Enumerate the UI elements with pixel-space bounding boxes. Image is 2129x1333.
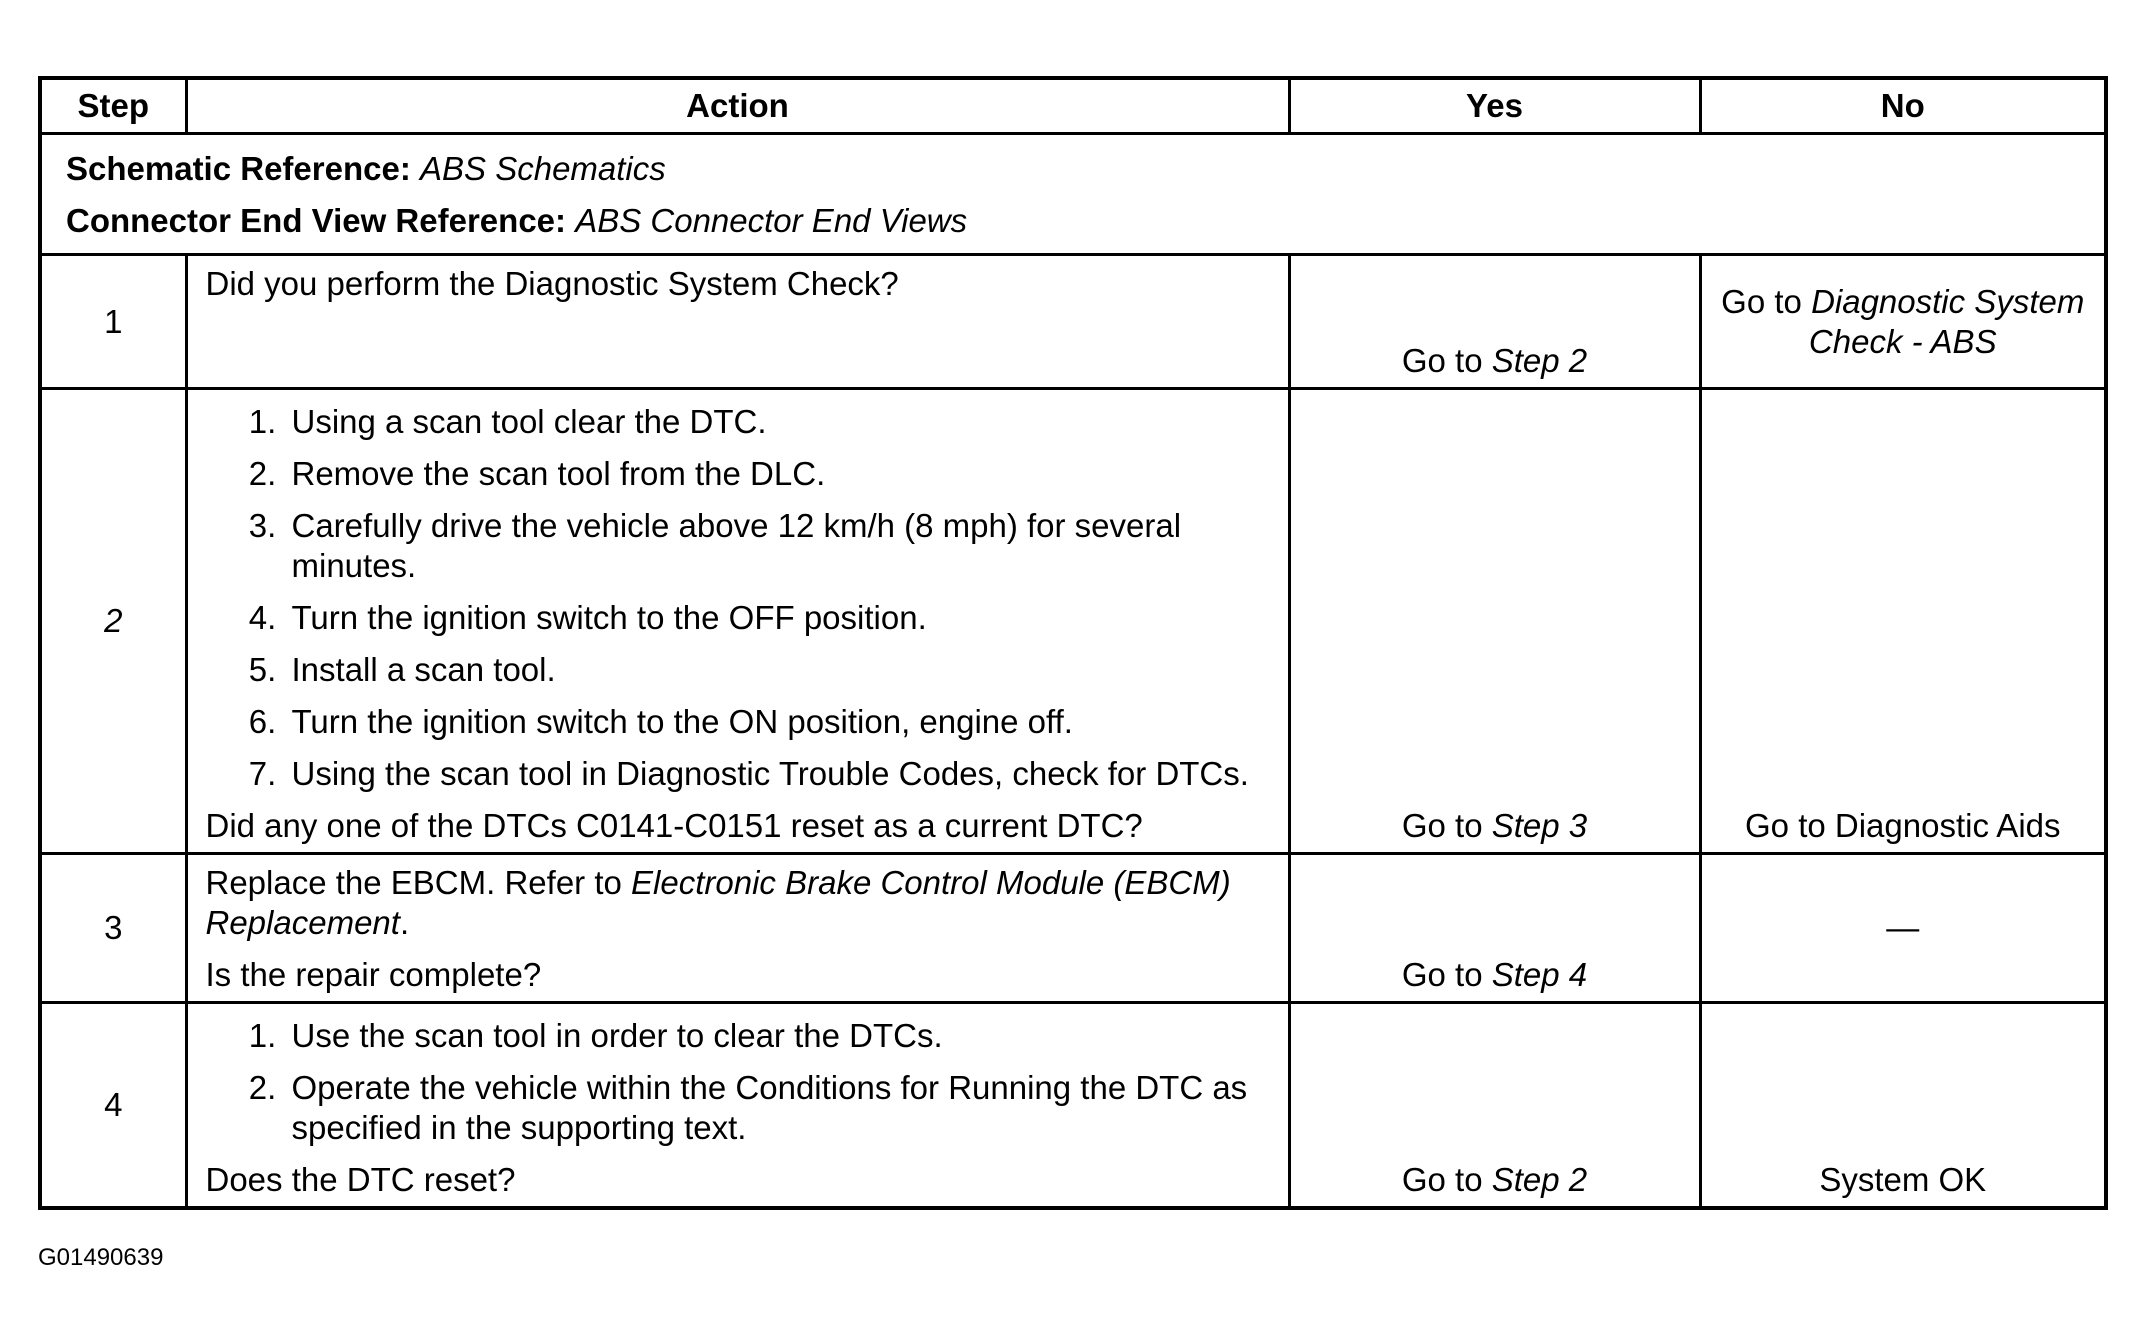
yes-prefix: Go to (1401, 956, 1483, 993)
yes-step-link[interactable]: Step 3 (1491, 807, 1588, 844)
action-step: 3. Carefully drive the vehicle above 12 km/h (8 mph) for several minutes. (286, 506, 1272, 586)
action-cell (186, 854, 1289, 1003)
no-text: System OK (1819, 1161, 1987, 1198)
no-cell (1700, 1003, 2106, 1209)
connector-reference-link[interactable]: ABS Connector End Views (575, 202, 968, 239)
schematic-reference (66, 143, 2080, 195)
yes-prefix: Go to (1401, 342, 1483, 379)
schematic-reference-label: Schematic Reference: (66, 150, 411, 187)
figure-id: G01490639 (38, 1244, 164, 1271)
table-row (40, 854, 2106, 1003)
action-step: 2. Operate the vehicle within the Conditions for Running the DTC as specified in the supporting text. (286, 1068, 1272, 1148)
reference-row (40, 134, 2106, 255)
no-diagnostic-link[interactable]: Diagnostic System Check - ABS (1808, 282, 2085, 360)
yes-cell (1289, 1003, 1700, 1209)
no-text[interactable]: Go to Diagnostic Aids (1745, 807, 2061, 844)
yes-cell (1289, 255, 1700, 389)
instruction-prefix: Replace the EBCM. Refer to (205, 864, 622, 901)
action-step: 4. Turn the ignition switch to the OFF position. (286, 598, 1272, 638)
action-cell (186, 1003, 1289, 1209)
header-step: Step (40, 78, 186, 134)
instruction-link[interactable]: Electronic Brake Control Module (EBCM) Replacement (205, 864, 1231, 941)
no-cell (1700, 854, 2106, 1003)
connector-reference-label: Connector End View Reference: (66, 202, 567, 239)
schematic-reference-link[interactable]: ABS Schematics (420, 150, 666, 187)
action-step: 6. Turn the ignition switch to the ON position, engine off. (286, 702, 1272, 742)
action-question: Is the repair complete? (205, 956, 542, 993)
yes-step-link[interactable]: Step 2 (1491, 1161, 1588, 1198)
action-step: 1. Use the scan tool in order to clear the DTCs. (286, 1016, 1272, 1056)
step-number: 2 (40, 389, 186, 854)
action-cell (186, 255, 1289, 389)
yes-step-link[interactable]: Step 2 (1491, 342, 1588, 379)
action-instruction (206, 863, 1272, 943)
diagnostic-table (38, 76, 2108, 1210)
step-number: 3 (40, 854, 186, 1003)
yes-prefix: Go to (1401, 1161, 1483, 1198)
table-row (40, 1003, 2106, 1209)
no-cell (1700, 389, 2106, 854)
yes-cell (1289, 854, 1700, 1003)
action-question: Did you perform the Diagnostic System Check? (205, 265, 899, 302)
yes-step-link[interactable]: Step 4 (1491, 956, 1588, 993)
action-cell (186, 389, 1289, 854)
no-text: — (1886, 909, 1920, 946)
header-no: No (1700, 78, 2106, 134)
step-number: 1 (40, 255, 186, 389)
table-row (40, 255, 2106, 389)
header-row (40, 78, 2106, 134)
connector-reference (66, 195, 2080, 247)
yes-prefix: Go to (1401, 807, 1483, 844)
action-question: Does the DTC reset? (205, 1161, 516, 1198)
reference-cell (40, 134, 2106, 255)
action-step-list (206, 1016, 1272, 1148)
instruction-suffix: . (399, 904, 410, 941)
header-yes: Yes (1289, 78, 1700, 134)
action-step-list (206, 402, 1272, 794)
step-number: 4 (40, 1003, 186, 1209)
action-step: 5. Install a scan tool. (286, 650, 1272, 690)
action-step: 7. Using the scan tool in Diagnostic Trouble Codes, check for DTCs. (286, 754, 1272, 794)
action-step: 1. Using a scan tool clear the DTC. (286, 402, 1272, 442)
no-cell (1700, 255, 2106, 389)
yes-cell (1289, 389, 1700, 854)
diagnostic-table-container (38, 76, 2104, 1210)
no-prefix: Go to (1721, 282, 1802, 320)
header-action: Action (186, 78, 1289, 134)
action-question: Did any one of the DTCs C0141-C0151 reset as a current DTC? (205, 807, 1143, 844)
table-row (40, 389, 2106, 854)
action-step: 2. Remove the scan tool from the DLC. (286, 454, 1272, 494)
